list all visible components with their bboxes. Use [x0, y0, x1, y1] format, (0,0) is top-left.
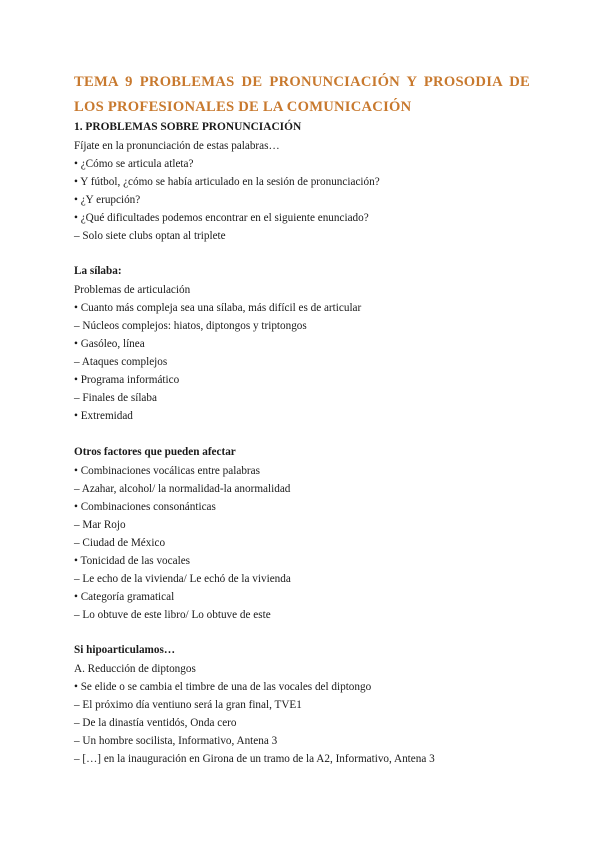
list-item: – El próximo día ventiuno será la gran final, TVE1 — [74, 699, 302, 711]
list-item: • Se elide o se cambia el timbre de una de las vocales del diptongo — [74, 681, 372, 693]
list-item: • ¿Cómo se articula atleta? — [74, 158, 194, 170]
list-item: • Combinaciones vocálicas entre palabras — [74, 465, 260, 477]
list-item: A. Reducción de diptongos — [74, 663, 196, 675]
list-item: • Extremidad — [74, 410, 133, 422]
list-item: • ¿Y erupción? — [74, 194, 141, 206]
list-item: • Categoría gramatical — [74, 591, 175, 603]
list-item: – Un hombre socilista, Informativo, Antena 3 — [74, 735, 278, 747]
list-item: • Tonicidad de las vocales — [74, 555, 191, 567]
list-item: • Y fútbol, ¿cómo se había articulado en la sesión de pronunciación? — [74, 176, 380, 188]
list-item: – De la dinastía ventidós, Onda cero — [74, 717, 237, 729]
list-item: • Gasóleo, línea — [74, 338, 145, 350]
list-item: Problemas de articulación — [74, 284, 191, 296]
list-item: – Mar Rojo — [74, 519, 126, 531]
document-title: TEMA 9 PROBLEMAS DE PRONUNCIACIÓN Y PROSODIA DE LOS PROFESIONALES DE LA COMUNICACIÓN — [74, 74, 530, 115]
list-item: – Núcleos complejos: hiatos, diptongos y triptongos — [74, 320, 307, 332]
list-item: • ¿Qué dificultades podemos encontrar en el siguiente enunciado? — [74, 212, 369, 224]
list-item: – Le echo de la vivienda/ Le echó de la vivienda — [74, 573, 291, 585]
list-item: – Ataques complejos — [74, 356, 168, 368]
list-item: – Lo obtuve de este libro/ Lo obtuve de este — [74, 609, 271, 621]
section-heading: 1. PROBLEMAS SOBRE PRONUNCIACIÓN — [74, 121, 302, 133]
section-heading: Si hipoarticulamos… — [74, 644, 176, 656]
list-item: – Solo siete clubs optan al triplete — [74, 230, 226, 242]
section-heading: La sílaba: — [74, 265, 122, 277]
list-item: – […] en la inauguración en Girona de un tramo de la A2, Informativo, Antena 3 — [74, 753, 435, 765]
section-heading: Otros factores que pueden afectar — [74, 446, 236, 458]
list-item: – Finales de sílaba — [74, 392, 157, 404]
list-item: – Azahar, alcohol/ la normalidad-la anormalidad — [74, 483, 291, 495]
list-item: • Programa informático — [74, 374, 180, 386]
list-item: – Ciudad de México — [74, 537, 166, 549]
list-item: • Cuanto más compleja sea una sílaba, más difícil es de articular — [74, 302, 362, 314]
list-item: Fíjate en la pronunciación de estas palabras… — [74, 140, 280, 152]
list-item: • Combinaciones consonánticas — [74, 501, 216, 513]
